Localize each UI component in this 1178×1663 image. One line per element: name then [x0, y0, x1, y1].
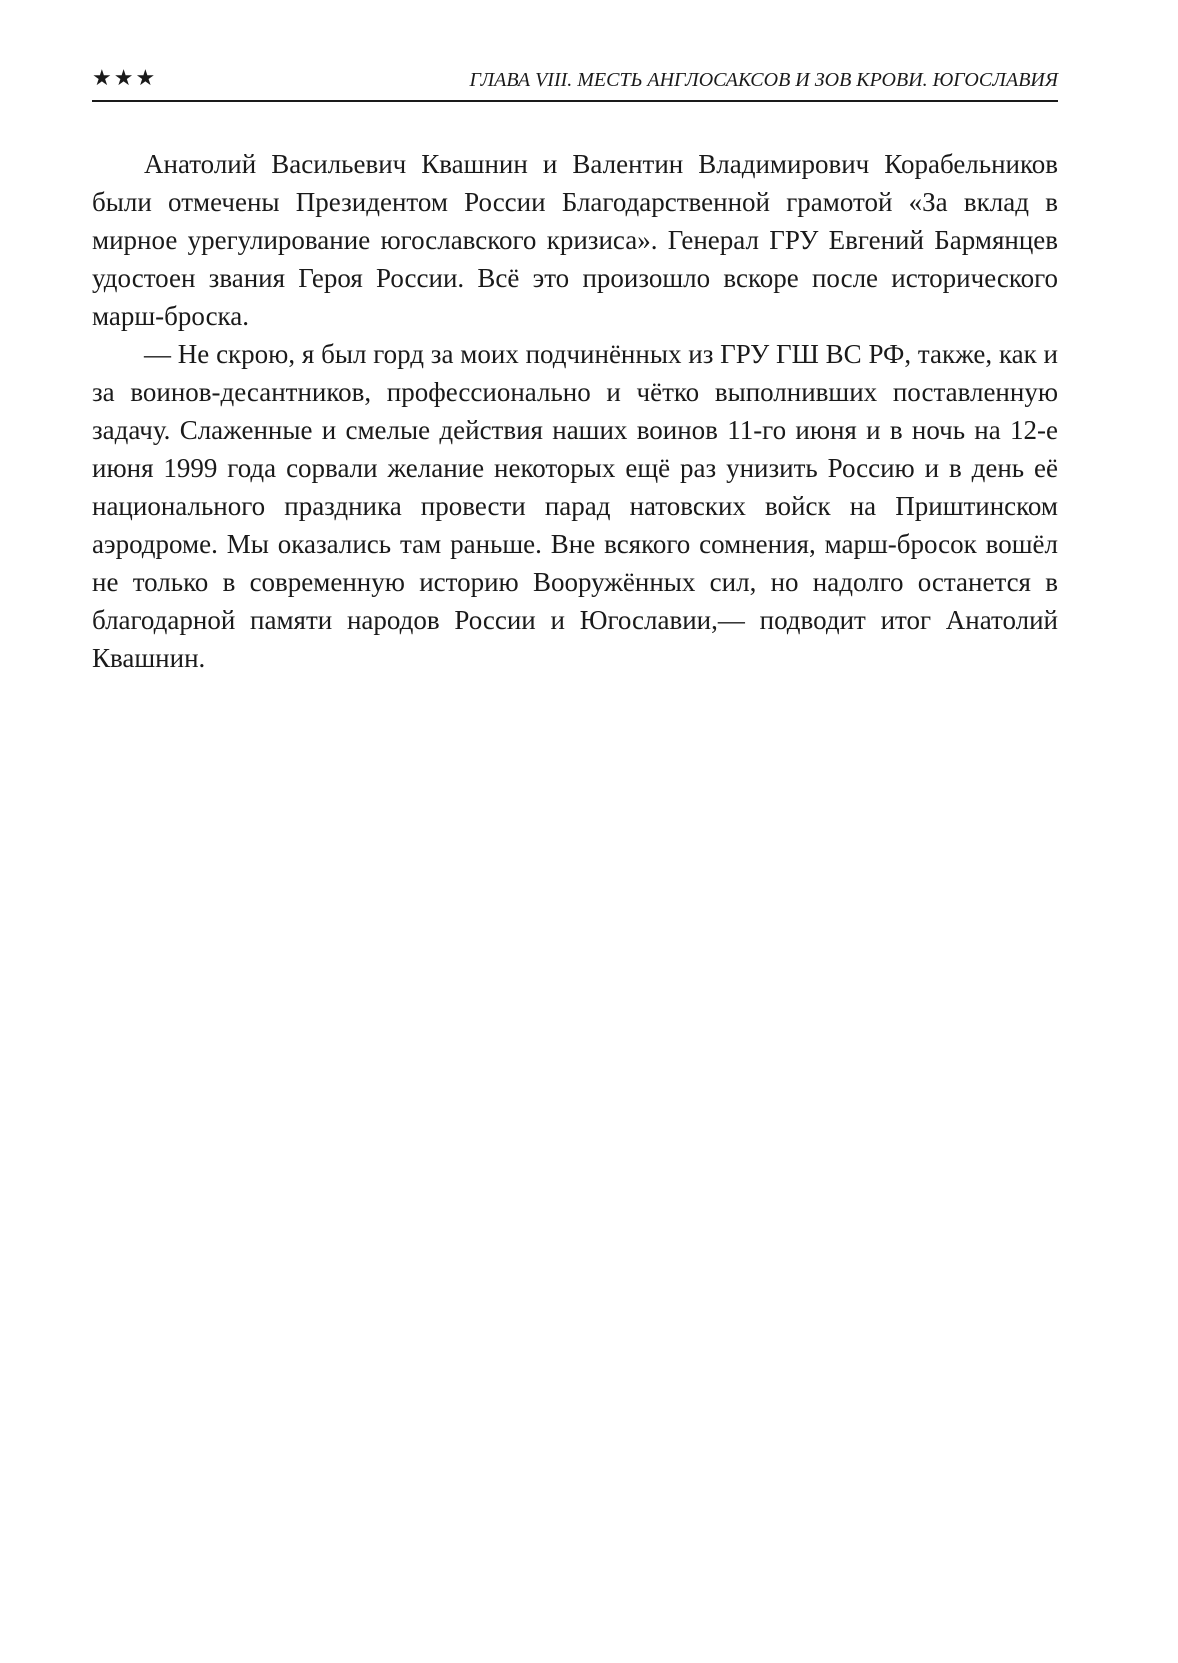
chapter-title: ГЛАВА VIII. МЕСТЬ АНГЛОСАКСОВ И ЗОВ КРОВИ. ЮГОСЛАВИЯ	[469, 69, 1058, 91]
running-header	[92, 62, 1058, 102]
stars-ornament-icon: ★★★	[92, 66, 158, 91]
paragraph-1: Анатолий Васильевич Квашнин и Валентин Владимирович Корабельников были отмечены Президентом России Благодарственной грамотой «За вклад в мирное урегулирование югославского кризиса». Генерал ГРУ Евгений Бармянцев удостоен звания Героя России. Всё это произошло вскоре после исторического марш-броска.	[92, 149, 1058, 331]
page-body	[92, 145, 1058, 677]
paragraph-2: — Не скрою, я был горд за моих подчинённых из ГРУ ГШ ВС РФ, также, как и за воинов-десантников, профессионально и чётко выполнивших поставленную задачу. Слаженные и смелые действия наших воинов 11-го июня и в ночь на 12-е июня 1999 года сорвали желание некоторых ещё раз унизить Россию и в день её национального праздника провести парад натовских войск на Приштинском аэродроме. Мы оказались там раньше. Вне всякого сомнения, марш-бросок вошёл не только в современную историю Вооружённых сил, но надолго останется в благодарной памяти народов России и Югославии,— подводит итог Анатолий Квашнин.	[92, 339, 1058, 673]
